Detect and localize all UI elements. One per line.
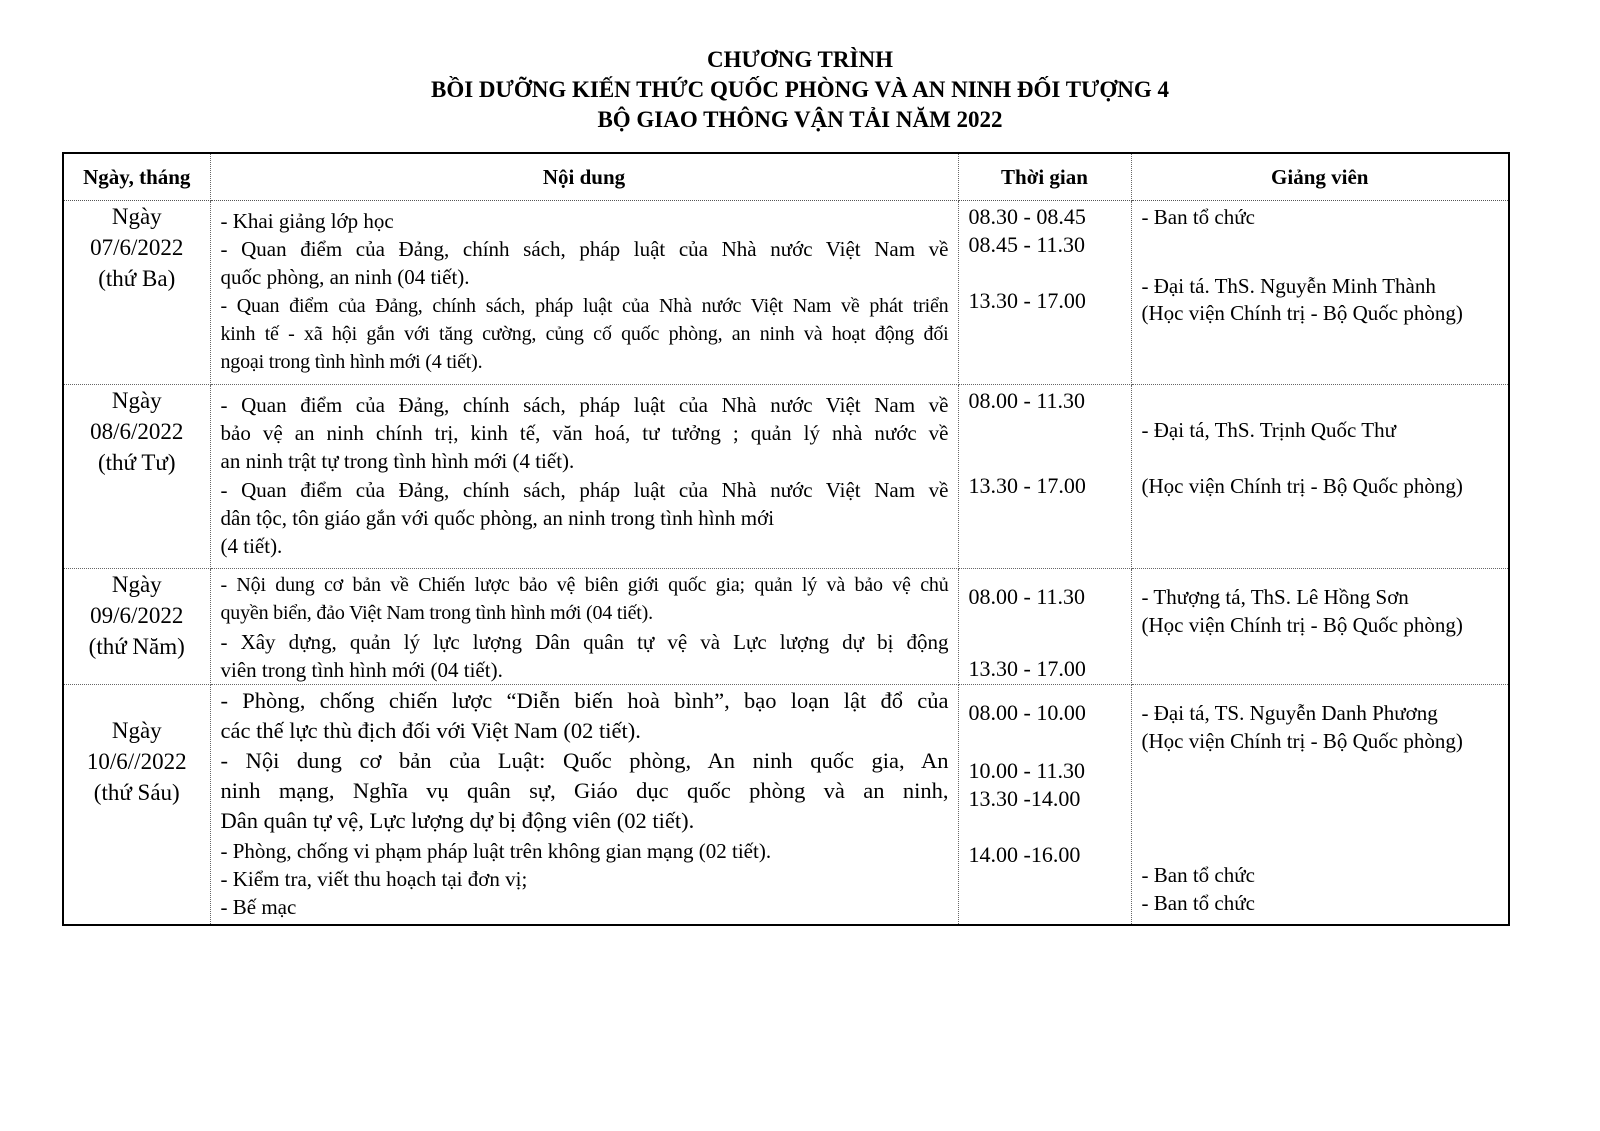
table-row: [63, 385, 1509, 569]
date-label: Ngày: [111, 718, 162, 743]
content-line: quyền biển, đảo Việt Nam trong tình hình mới (04 tiết).: [220, 602, 653, 624]
content-line: ninh mạng, Nghĩa vụ quân sự, Giáo dục quốc phòng và an ninh,: [220, 778, 949, 803]
lecturer-cell: [1131, 385, 1509, 569]
date-value: 10/6//2022: [86, 749, 187, 774]
weekday: (thứ Tư): [97, 450, 176, 475]
lecturer-line: - Ban tổ chức: [1141, 891, 1255, 915]
header-date: Ngày, tháng: [63, 153, 210, 201]
date-cell: [63, 569, 210, 685]
lecturer-cell: [1131, 201, 1509, 385]
lecturer-line: (Học viện Chính trị - Bộ Quốc phòng): [1141, 729, 1463, 753]
lecturer-line: - Thượng tá, ThS. Lê Hồng Sơn: [1141, 585, 1409, 609]
time-slot: 14.00 -16.00: [968, 842, 1081, 867]
title-line-1: CHƯƠNG TRÌNH: [707, 47, 893, 72]
content-line: - Bế mạc: [220, 895, 297, 919]
time-slot: 13.30 - 17.00: [968, 288, 1086, 313]
table-header-row: [63, 153, 1509, 201]
table-row: [63, 569, 1509, 685]
content-line: - Quan điểm của Đảng, chính sách, pháp luật của Nhà nước Việt Nam về: [220, 237, 949, 261]
content-line: kinh tế - xã hội gắn với tăng cường, củng cố quốc phòng, an ninh và hoạt động đối: [220, 323, 949, 345]
lecturer-line: - Đại tá, TS. Nguyễn Danh Phương: [1141, 701, 1438, 725]
time-cell: [958, 201, 1131, 385]
title-line-3: BỘ GIAO THÔNG VẬN TẢI NĂM 2022: [597, 107, 1003, 132]
lecturer-line: - Đại tá. ThS. Nguyễn Minh Thành: [1141, 274, 1436, 298]
content-line: - Kiểm tra, viết thu hoạch tại đơn vị;: [220, 867, 528, 891]
time-slot: 13.30 - 17.00: [968, 656, 1086, 681]
content-line: dân tộc, tôn giáo gắn với quốc phòng, an ninh trong tình hình mới: [220, 506, 775, 530]
content-line: các thế lực thù địch đối với Việt Nam (02 tiết).: [220, 718, 641, 743]
time-slot: 08.00 - 11.30: [968, 584, 1086, 609]
content-line: - Quan điểm của Đảng, chính sách, pháp luật của Nhà nước Việt Nam về phát triển: [220, 295, 949, 317]
date-cell: [63, 685, 210, 926]
content-line: - Phòng, chống chiến lược “Diễn biến hoà bình”, bạo loạn lật đổ của: [220, 688, 949, 713]
weekday: (thứ Sáu): [93, 780, 180, 805]
document-title: [0, 45, 1600, 135]
time-slot: 08.45 - 11.30: [968, 232, 1086, 257]
time-slot: 13.30 -14.00: [968, 786, 1081, 811]
date-cell: [63, 385, 210, 569]
lecturer-cell: [1131, 685, 1509, 926]
lecturer-line: (Học viện Chính trị - Bộ Quốc phòng): [1141, 613, 1463, 637]
table-row: [63, 685, 1509, 926]
date-label: Ngày: [111, 572, 162, 597]
content-line: ngoại trong tình hình mới (4 tiết).: [220, 351, 483, 373]
header-content: Nội dung: [210, 153, 958, 201]
time-slot: 08.00 - 11.30: [968, 388, 1086, 413]
content-line: - Quan điểm của Đảng, chính sách, pháp luật của Nhà nước Việt Nam về: [220, 393, 949, 417]
lecturer-line: (Học viện Chính trị - Bộ Quốc phòng): [1141, 474, 1463, 498]
content-line: bảo vệ an ninh chính trị, kinh tế, văn hoá, tư tưởng ; quản lý nhà nước về: [220, 421, 949, 445]
content-line: Dân quân tự vệ, Lực lượng dự bị động viên (02 tiết).: [220, 808, 695, 833]
content-cell: [210, 685, 958, 926]
content-cell: [210, 385, 958, 569]
time-slot: 08.30 - 08.45: [968, 204, 1086, 229]
title-line-2: BỒI DƯỠNG KIẾN THỨC QUỐC PHÒNG VÀ AN NINH ĐỐI TƯỢNG 4: [431, 77, 1169, 102]
header-time: Thời gian: [958, 153, 1131, 201]
content-line: - Quan điểm của Đảng, chính sách, pháp luật của Nhà nước Việt Nam về: [220, 478, 949, 502]
content-line: quốc phòng, an ninh (04 tiết).: [220, 265, 470, 289]
content-line: (4 tiết).: [220, 534, 283, 558]
date-value: 07/6/2022: [90, 235, 184, 260]
time-slot: 10.00 - 11.30: [968, 758, 1086, 783]
weekday: (thứ Ba): [98, 266, 176, 291]
weekday: (thứ Năm): [88, 634, 185, 659]
content-line: - Phòng, chống vi phạm pháp luật trên không gian mạng (02 tiết).: [220, 839, 772, 863]
time-slot: 08.00 - 10.00: [968, 700, 1086, 725]
schedule-table: [62, 152, 1510, 926]
date-value: 08/6/2022: [90, 419, 184, 444]
lecturer-line: (Học viện Chính trị - Bộ Quốc phòng): [1141, 301, 1463, 325]
date-value: 09/6/2022: [90, 603, 184, 628]
content-line: - Nội dung cơ bản của Luật: Quốc phòng, An ninh quốc gia, An: [220, 748, 949, 773]
content-cell: [210, 569, 958, 685]
time-slot: 13.30 - 17.00: [968, 473, 1086, 498]
lecturer-line: - Đại tá, ThS. Trịnh Quốc Thư: [1141, 418, 1396, 442]
date-cell: [63, 201, 210, 385]
date-label: Ngày: [111, 204, 162, 229]
header-lecturer: Giảng viên: [1131, 153, 1509, 201]
content-line: an ninh trật tự trong tình hình mới (4 tiết).: [220, 449, 575, 473]
time-cell: [958, 685, 1131, 926]
content-line: - Xây dựng, quản lý lực lượng Dân quân tự vệ và Lực lượng dự bị động: [220, 630, 949, 654]
content-cell: [210, 201, 958, 385]
lecturer-cell: [1131, 569, 1509, 685]
content-line: - Khai giảng lớp học: [220, 209, 394, 233]
date-label: Ngày: [111, 388, 162, 413]
content-line: viên trong tình hình mới (04 tiết).: [220, 658, 503, 682]
lecturer-line: - Ban tổ chức: [1141, 205, 1255, 229]
time-cell: [958, 569, 1131, 685]
content-line: - Nội dung cơ bản về Chiến lược bảo vệ biên giới quốc gia; quản lý và bảo vệ chủ: [220, 574, 949, 596]
time-cell: [958, 385, 1131, 569]
lecturer-line: - Ban tổ chức: [1141, 863, 1255, 887]
table-row: [63, 201, 1509, 385]
